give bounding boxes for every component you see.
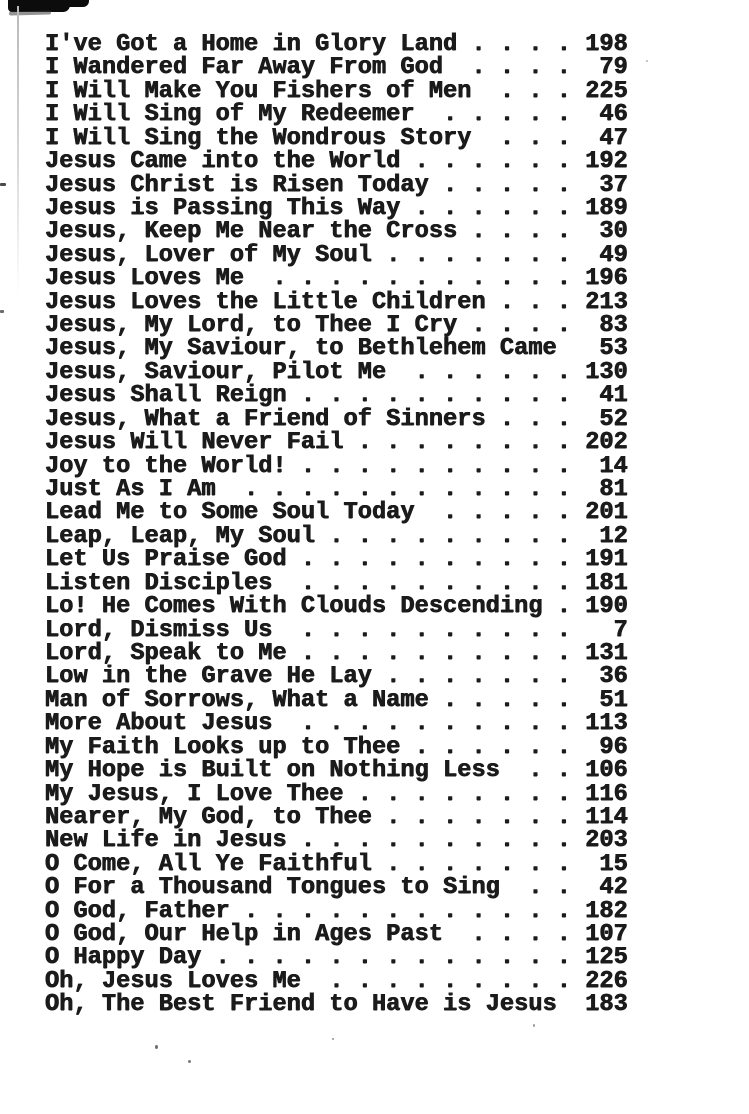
entry-leader-dots: . . . . . . . . . . <box>272 616 571 644</box>
entry-page-number: 190 <box>570 593 628 621</box>
entry-page-number: 125 <box>570 944 628 972</box>
entry-title: I Will Make You Fishers of Men <box>45 77 472 105</box>
index-entry <box>45 546 628 574</box>
index-entry <box>45 476 628 504</box>
scan-speck <box>533 1024 535 1027</box>
index-entry <box>45 663 628 691</box>
entry-leader-dots: . . . <box>485 405 571 433</box>
entry-title: Jesus Loves Me <box>45 265 245 293</box>
entry-page-number: 37 <box>570 171 628 199</box>
entry-page-number: 107 <box>570 921 628 949</box>
entry-leader-dots: . . . . . . . . <box>343 429 571 457</box>
entry-page-number: 182 <box>570 897 628 925</box>
entry-title: I Will Sing of My Redeemer <box>45 101 415 129</box>
index-entry <box>45 639 628 667</box>
hymn-index-list <box>45 33 628 1017</box>
entry-leader-dots <box>557 991 571 1018</box>
entry-title: O God, Father <box>45 897 230 925</box>
index-entry <box>45 335 628 363</box>
entry-page-number: 52 <box>570 405 628 433</box>
entry-title: Low in the Grave He Lay <box>45 663 372 691</box>
entry-title: Oh, Jesus Loves Me <box>45 967 301 995</box>
entry-page-number: 213 <box>570 288 628 316</box>
entry-leader-dots: . . . . . . . <box>371 803 571 831</box>
entry-page-number: 79 <box>570 54 628 82</box>
index-entry <box>45 897 628 925</box>
entry-title: Listen Disciples <box>45 569 273 597</box>
entry-title: Lead Me to Some Soul Today <box>45 499 415 527</box>
index-entry <box>45 757 628 785</box>
index-entry <box>45 921 628 949</box>
entry-page-number: 226 <box>570 967 628 995</box>
index-entry <box>45 382 628 410</box>
entry-leader-dots: . . . . <box>457 312 571 340</box>
index-entry <box>45 288 628 316</box>
entry-title: Jesus Came into the World <box>45 148 401 176</box>
index-entry <box>45 850 628 878</box>
entry-leader-dots: . . . . . . . . . . . . . <box>201 944 571 972</box>
entry-title: O God, Our Help in Ages Past <box>45 921 444 949</box>
entry-leader-dots: . . . . <box>457 31 571 58</box>
entry-title: Jesus, My Saviour, to Bethlehem Came <box>45 335 557 363</box>
scan-speck <box>188 1060 191 1063</box>
entry-title: Joy to the World! <box>45 452 287 480</box>
entry-leader-dots: . . . . . <box>414 101 571 129</box>
entry-leader-dots: . . . . . . . . . . . <box>244 265 571 293</box>
entry-title: O Come, All Ye Faithful <box>45 850 372 878</box>
index-entry <box>45 827 628 855</box>
entry-leader-dots: . . <box>499 757 571 785</box>
entry-title: Jesus Christ is Risen Today <box>45 171 429 199</box>
entry-leader-dots: . . . . . . . . . . <box>286 639 571 667</box>
index-entry <box>45 522 628 550</box>
entry-page-number: 196 <box>570 265 628 293</box>
entry-page-number: 46 <box>570 101 628 129</box>
index-entry <box>45 33 628 56</box>
entry-title: Just As I Am <box>45 476 216 504</box>
entry-title: Man of Sorrows, What a Name <box>45 686 429 714</box>
entry-title: My Hope is Built on Nothing Less <box>45 757 500 785</box>
entry-page-number: 53 <box>570 335 628 363</box>
scan-edge-line <box>17 6 19 296</box>
entry-title: Lord, Dismiss Us <box>45 616 273 644</box>
entry-title: O Happy Day <box>45 944 202 972</box>
entry-title: I Wandered Far Away From God <box>45 54 444 82</box>
entry-leader-dots: . . . . . . . . . . <box>272 569 571 597</box>
index-entry <box>45 803 628 831</box>
entry-page-number: 191 <box>570 546 628 574</box>
entry-leader-dots: . . . . . . . . . <box>300 967 571 995</box>
entry-page-number: 12 <box>570 522 628 550</box>
index-entry <box>45 686 628 714</box>
index-entry <box>45 569 628 597</box>
entry-leader-dots: . . . . . . . . . . <box>286 827 571 855</box>
entry-leader-dots: . . . . . . . . . . . . <box>229 897 571 925</box>
entry-title: Jesus Will Never Fail <box>45 429 344 457</box>
entry-title: O For a Thousand Tongues to Sing <box>45 874 500 902</box>
entry-page-number: 116 <box>570 780 628 808</box>
entry-page-number: 202 <box>570 429 628 457</box>
entry-page-number: 30 <box>570 218 628 246</box>
entry-title: Lo! He Comes With Clouds Descending <box>45 593 543 621</box>
entry-page-number: 47 <box>570 124 628 152</box>
entry-title: Let Us Praise God <box>45 546 287 574</box>
entry-leader-dots: . . . . . . . . . . <box>286 452 571 480</box>
entry-title: Jesus, Lover of My Soul <box>45 241 372 269</box>
index-entry <box>45 358 628 386</box>
entry-page-number: 131 <box>570 639 628 667</box>
entry-page-number: 96 <box>570 733 628 761</box>
entry-title: Jesus Shall Reign <box>45 382 287 410</box>
entry-page-number: 225 <box>570 77 628 105</box>
entry-leader-dots: . . . . . . . . <box>343 780 571 808</box>
entry-page-number: 198 <box>570 31 628 58</box>
index-entry <box>45 194 628 222</box>
entry-page-number: 181 <box>570 569 628 597</box>
entry-page-number: 36 <box>570 663 628 691</box>
entry-leader-dots: . . . . . . . . . <box>315 522 571 550</box>
entry-leader-dots: . . . . . . . . . . . . <box>215 476 571 504</box>
entry-title: I Will Sing the Wondrous Story <box>45 124 472 152</box>
entry-title: Oh, The Best Friend to Have is Jesus <box>45 991 557 1019</box>
entry-page-number: 14 <box>570 452 628 480</box>
entry-leader-dots: . . <box>499 874 571 902</box>
index-entry <box>45 616 628 644</box>
index-entry <box>45 499 628 527</box>
entry-leader-dots: . . . <box>471 124 571 152</box>
entry-leader-dots: . . . . . <box>428 171 571 199</box>
entry-leader-dots: . . . . . . <box>400 148 571 176</box>
index-entry <box>45 452 628 480</box>
index-entry <box>45 593 628 621</box>
entry-title: Jesus, Saviour, Pilot Me <box>45 358 387 386</box>
entry-leader-dots: . . . . <box>443 54 571 82</box>
entry-page-number: 81 <box>570 476 628 504</box>
entry-title: More About Jesus <box>45 710 273 738</box>
index-entry <box>45 874 628 902</box>
index-entry <box>45 405 628 433</box>
entry-page-number: 41 <box>570 382 628 410</box>
entry-leader-dots: . . . . . . . <box>371 663 571 691</box>
entry-title: Jesus is Passing This Way <box>45 194 401 222</box>
index-entry <box>45 54 628 82</box>
index-entry <box>45 124 628 152</box>
entry-title: My Jesus, I Love Thee <box>45 780 344 808</box>
index-entry <box>45 991 628 1019</box>
index-entry <box>45 710 628 738</box>
index-entry <box>45 944 628 972</box>
index-entry <box>45 148 628 176</box>
index-entry <box>45 218 628 246</box>
entry-page-number: 113 <box>570 710 628 738</box>
entry-title: New Life in Jesus <box>45 827 287 855</box>
entry-title: Jesus Loves the Little Children <box>45 288 486 316</box>
index-entry <box>45 101 628 129</box>
entry-leader-dots: . . . . <box>443 921 571 949</box>
entry-title: My Faith Looks up to Thee <box>45 733 401 761</box>
scan-speck <box>646 60 648 62</box>
entry-leader-dots: . <box>542 593 571 621</box>
scan-speck <box>155 1045 158 1049</box>
index-entry <box>45 733 628 761</box>
entry-page-number: 42 <box>570 874 628 902</box>
index-entry <box>45 265 628 293</box>
index-entry <box>45 312 628 340</box>
scan-edge-mark <box>0 183 6 186</box>
entry-leader-dots: . . . . . <box>428 686 571 714</box>
entry-page-number: 51 <box>570 686 628 714</box>
index-entry <box>45 429 628 457</box>
entry-leader-dots: . . . . . . <box>386 358 571 386</box>
entry-page-number: 189 <box>570 194 628 222</box>
entry-page-number: 203 <box>570 827 628 855</box>
entry-leader-dots: . . . . . . <box>400 194 571 222</box>
entry-page-number: 130 <box>570 358 628 386</box>
index-entry <box>45 171 628 199</box>
entry-title: Jesus, What a Friend of Sinners <box>45 405 486 433</box>
entry-title: Lord, Speak to Me <box>45 639 287 667</box>
entry-page-number: 49 <box>570 241 628 269</box>
scan-edge-mark <box>0 310 4 313</box>
entry-page-number: 7 <box>570 616 628 644</box>
entry-page-number: 15 <box>570 850 628 878</box>
entry-page-number: 83 <box>570 312 628 340</box>
entry-page-number: 183 <box>570 991 628 1019</box>
entry-page-number: 201 <box>570 499 628 527</box>
entry-leader-dots: . . . . . . . . . . <box>272 710 571 738</box>
entry-page-number: 114 <box>570 803 628 831</box>
scan-ink-blob-tail <box>58 0 89 7</box>
entry-leader-dots: . . . <box>471 77 571 105</box>
entry-leader-dots: . . . . . . . <box>371 850 571 878</box>
entry-title: Jesus, Keep Me Near the Cross <box>45 218 458 246</box>
index-entry <box>45 780 628 808</box>
scan-ink-blob-fringe <box>9 10 51 15</box>
entry-leader-dots: . . . . <box>457 218 571 246</box>
entry-leader-dots: . . . . . . . . . . <box>286 382 571 410</box>
index-entry <box>45 241 628 269</box>
entry-title: Nearer, My God, to Thee <box>45 803 372 831</box>
entry-page-number: 192 <box>570 148 628 176</box>
entry-leader-dots: . . . . . . . . . . <box>286 546 571 574</box>
entry-page-number: 106 <box>570 757 628 785</box>
index-entry <box>45 967 628 995</box>
entry-title: I've Got a Home in Glory Land <box>45 31 458 58</box>
entry-leader-dots: . . . . . . <box>400 733 571 761</box>
entry-title: Jesus, My Lord, to Thee I Cry <box>45 312 458 340</box>
entry-title: Leap, Leap, My Soul <box>45 522 316 550</box>
entry-leader-dots: . . . . . . . <box>371 241 571 269</box>
entry-leader-dots: . . . <box>485 288 571 316</box>
scan-speck <box>332 1038 334 1040</box>
index-entry <box>45 77 628 105</box>
entry-leader-dots: . . . . . <box>414 499 571 527</box>
